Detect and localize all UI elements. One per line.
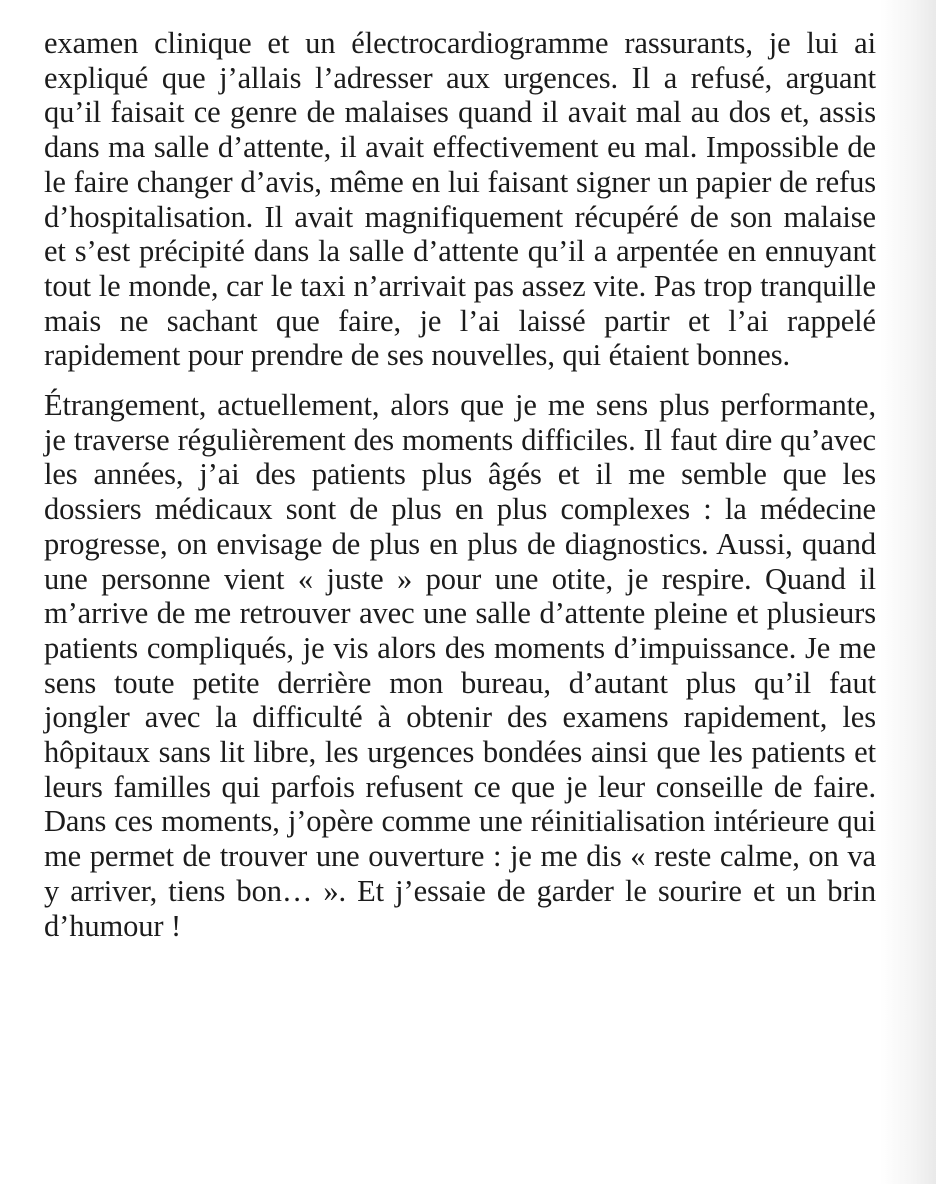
paragraph-2: Étrangement, actuellement, alors que je me sens plus performante, je traverse régulièrement des moments difficiles. Il faut dire qu’avec les années, j’ai des patients plus âgés et il me semble que les dossiers médicaux sont de plus en plus complexes : la médecine progresse, on envisage de plus en plus de diagnostics. Aussi, quand une personne vient « juste » pour une otite, je respire. Quand il m’arrive de me retrouver avec une salle d’attente pleine et plusieurs patients compliqués, je vis alors des moments d’impuissance. Je me sens toute petite derrière mon bureau, d’autant plus qu’il faut jongler avec la difficulté à obtenir des examens rapidement, les hôpitaux sans lit libre, les urgences bondées ainsi que les patients et leurs familles qui parfois refusent ce que je leur conseille de faire. Dans ces moments, j’opère comme une réinitialisation intérieure qui me permet de trouver une ouverture : je me dis « reste calme, on va y arriver, tiens bon… ». Et j’essaie de garder le sourire et un brin d’humour !	[44, 388, 876, 943]
paragraph-1: examen clinique et un électrocardiogramme rassurants, je lui ai expliqué que j’allais l’adresser aux urgences. Il a refusé, arguant qu’il faisait ce genre de malaises quand il avait mal au dos et, assis dans ma salle d’attente, il avait effectivement eu mal. Impossible de le faire changer d’avis, même en lui faisant signer un papier de refus d’hospitalisation. Il avait magnifiquement récupéré de son malaise et s’est précipité dans la salle d’attente qu’il a arpentée en ennuyant tout le monde, car le taxi n’arrivait pas assez vite. Pas trop tranquille mais ne sachant que faire, je l’ai laissé partir et l’ai rappelé rapidement pour prendre de ses nouvelles, qui étaient bonnes.	[44, 26, 876, 373]
body-text	[44, 26, 876, 943]
